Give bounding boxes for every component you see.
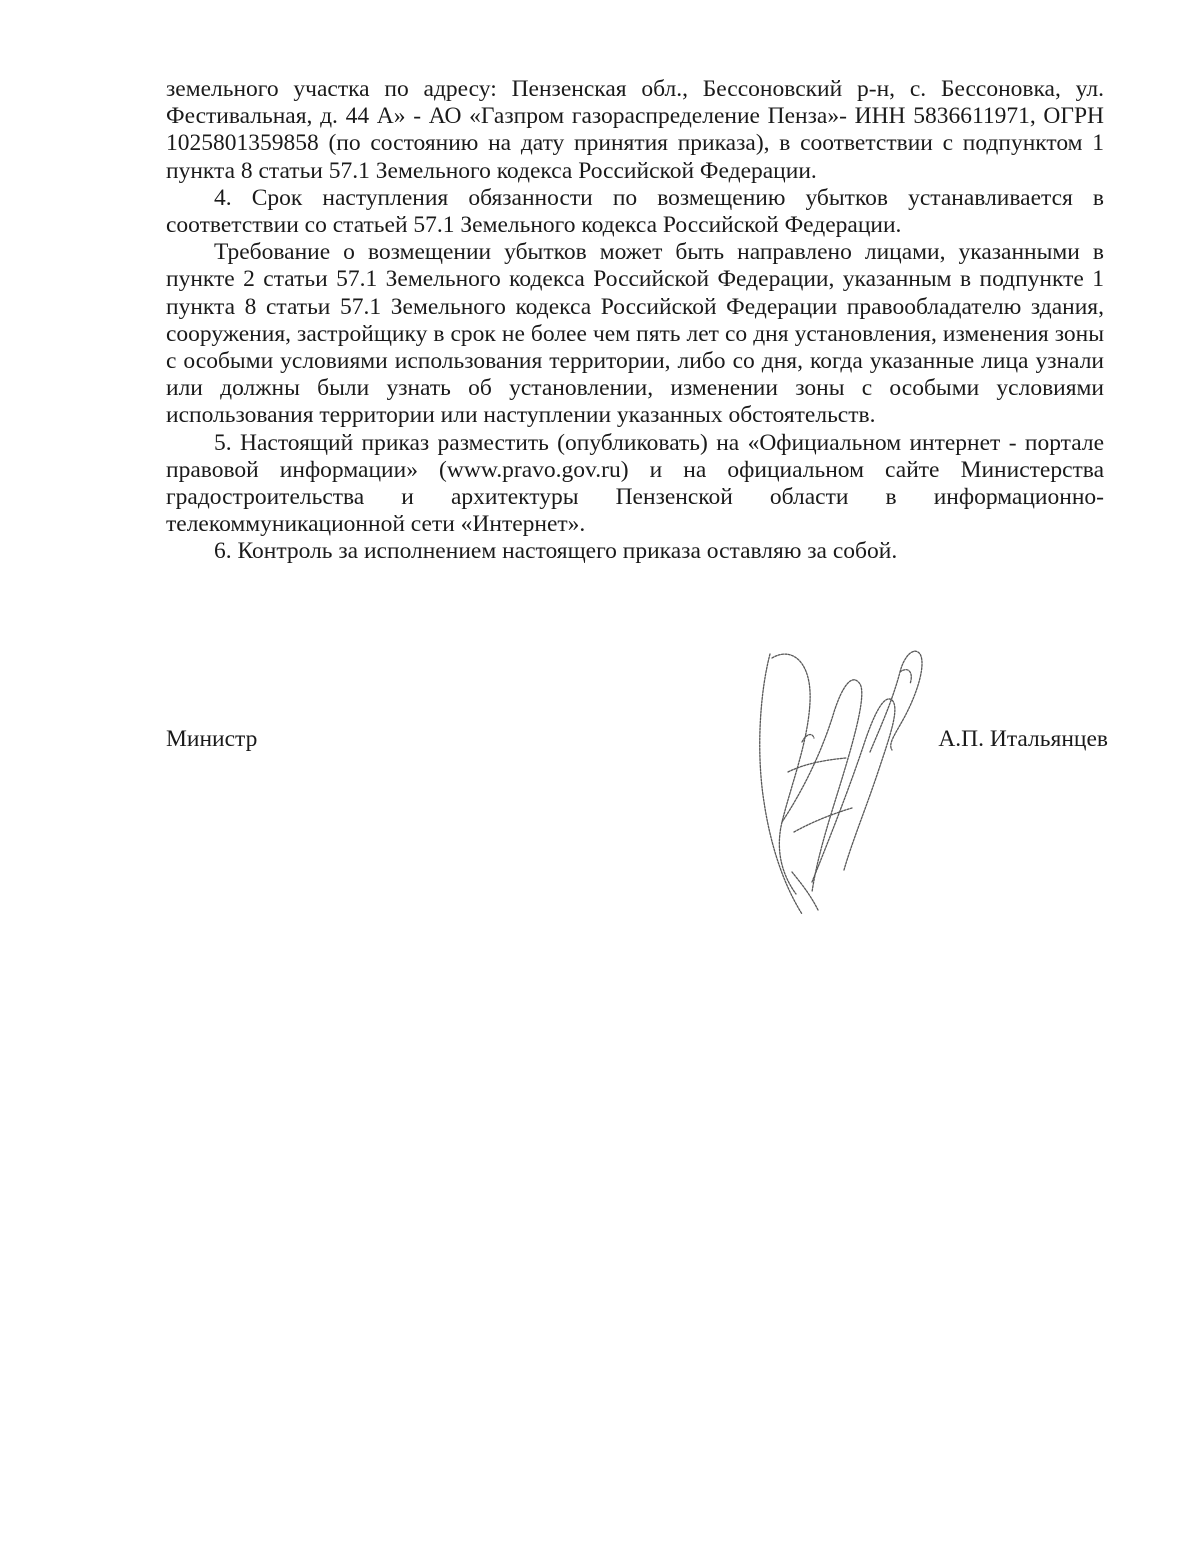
paragraph-address: земельного участка по адресу: Пензенская обл., Бессоновский р-н, с. Бессоновка, ул. Фестивальная, д. 44 А» - АО «Газпром газораспределение Пенза»- ИНН 5836611971, ОГРН 1025801359858 (по состоянию на дату принятия приказа), в соответствии с подпунктом 1 пункта 8 статьи 57.1 Земельного кодекса Российской Федерации. <box>166 76 1104 184</box>
signatory-title: Министр <box>166 726 258 752</box>
paragraph-item-5: 5. Настоящий приказ разместить (опубликовать) на «Официальном интернет - портале правовой информации» (www.pravo.gov.ru) и на официальном сайте Министерства градостроительства и архитектуры Пензенской области в информационно-телекоммуникационной сети «Интернет». <box>166 429 1104 538</box>
paragraph-claim: Требование о возмещении убытков может быть направлено лицами, указанными в пункте 2 статьи 57.1 Земельного кодекса Российской Федерации, указанным в подпункте 1 пункта 8 статьи 57.1 Земельного кодекса Российской Федерации правообладателю здания, сооружения, застройщику в срок не более чем пять лет со дня установления, изменения зоны с особыми условиями использования территории, либо со дня, когда указанные лица узнали или должны были узнать об установлении, изменении зоны с особыми условиями использования территории или наступлении указанных обстоятельств. <box>166 239 1104 429</box>
paragraph-item-4: 4. Срок наступления обязанности по возмещению убытков устанавливается в соответствии со статьей 57.1 Земельного кодекса Российской Федерации. <box>166 184 1104 239</box>
document-body <box>166 76 1104 566</box>
signatory-name: А.П. Итальянцев <box>938 726 1108 752</box>
handwritten-signature-icon <box>752 632 927 922</box>
signature-row <box>166 722 1108 762</box>
paragraph-item-6: 6. Контроль за исполнением настоящего приказа оставляю за собой. <box>214 538 898 565</box>
